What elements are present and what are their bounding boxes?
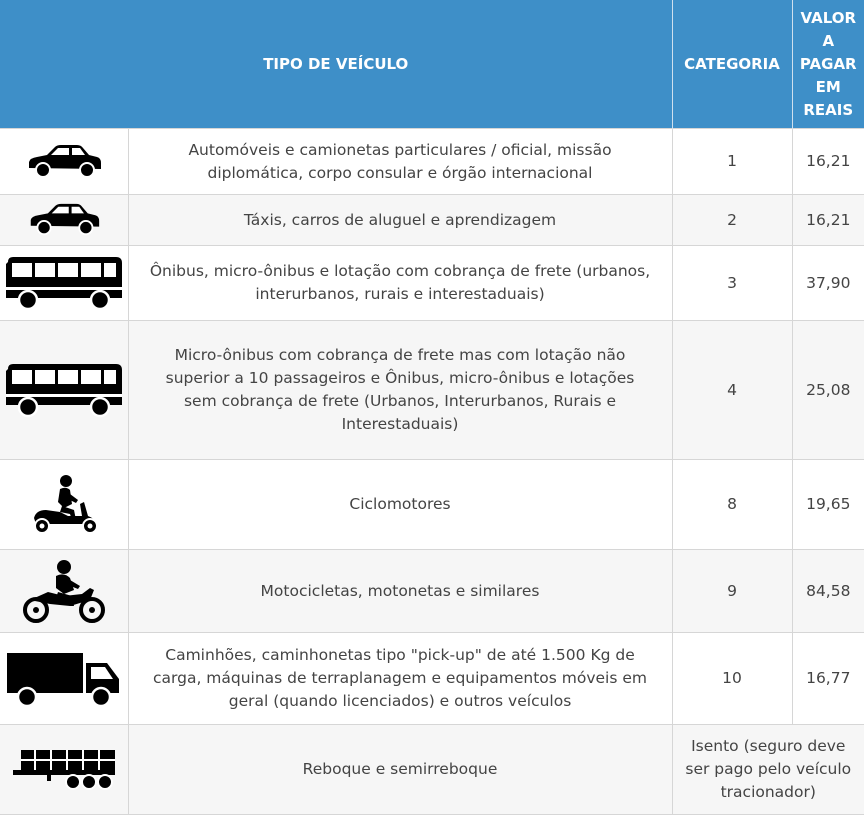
table-row [0, 460, 864, 550]
truck-icon [0, 649, 128, 709]
table-row [0, 321, 864, 460]
valor-cell: 16,77 [792, 633, 864, 725]
valor-cell [672, 725, 864, 815]
vehicle-icon-cell [0, 195, 128, 246]
valor-cell: 84,58 [792, 550, 864, 633]
header-valor-line: PAGAR [799, 54, 857, 73]
vehicle-description [128, 246, 672, 321]
valor-cell: 16,21 [792, 129, 864, 195]
vehicle-icon-cell [0, 633, 128, 725]
vehicle-description [128, 321, 672, 460]
table-row [0, 550, 864, 633]
vehicle-description [128, 550, 672, 633]
header-categoria: CATEGORIA [672, 0, 792, 129]
description-line: Interestaduais) [341, 415, 459, 433]
valor-line: tracionador) [720, 783, 816, 801]
valor-cell: 16,21 [792, 195, 864, 246]
vehicle-description [128, 460, 672, 550]
vehicle-icon-cell [0, 725, 128, 815]
car-icon [0, 142, 128, 182]
vehicle-icon-cell [0, 550, 128, 633]
categoria-cell: 1 [672, 129, 792, 195]
header-valor-line: VALOR [800, 8, 857, 27]
categoria-cell: 2 [672, 195, 792, 246]
header-valor-line: REAIS [803, 100, 854, 119]
categoria-cell: 9 [672, 550, 792, 633]
categoria-cell: 10 [672, 633, 792, 725]
table-row [0, 195, 864, 246]
motorcycle-icon [0, 558, 128, 624]
categoria-cell: 3 [672, 246, 792, 321]
table-row [0, 725, 864, 815]
bus-icon [0, 254, 128, 312]
description-line: diplomática, corpo consular e órgão internacional [207, 163, 593, 182]
table-row [0, 633, 864, 725]
description-line: Ciclomotores [349, 495, 451, 513]
header-valor-line: EM [815, 77, 841, 96]
description-line: carga, máquinas de terraplanagem e equipamentos móveis em [152, 669, 648, 687]
description-line: Táxis, carros de aluguel e aprendizagem [243, 210, 557, 229]
bus-icon [0, 361, 128, 419]
vehicle-icon-cell [0, 129, 128, 195]
header-valor [792, 0, 864, 129]
description-line: geral (quando licenciados) e outros veículos [228, 692, 572, 710]
vehicle-icon-cell [0, 460, 128, 550]
vehicle-icon-cell [0, 321, 128, 460]
vehicle-description [128, 633, 672, 725]
taxi-icon [0, 201, 128, 239]
categoria-cell: 4 [672, 321, 792, 460]
valor-line: Isento (seguro deve [691, 737, 846, 755]
description-line: Caminhões, caminhonetas tipo "pick-up" de até 1.500 Kg de [165, 646, 635, 664]
header-valor-line: A [822, 31, 835, 50]
scooter-icon [0, 472, 128, 538]
valor-cell: 19,65 [792, 460, 864, 550]
table-row [0, 129, 864, 195]
valor-cell: 37,90 [792, 246, 864, 321]
table-header-row [0, 0, 864, 129]
trailer-icon [0, 748, 128, 792]
description-line: interurbanos, rurais e interestaduais) [255, 285, 545, 303]
description-line: superior a 10 passageiros e Ônibus, micro-ônibus e lotações [165, 369, 635, 387]
valor-line: ser pago pelo veículo [685, 760, 852, 778]
description-line: Automóveis e camionetas particulares / oficial, missão [188, 140, 612, 159]
valor-cell: 25,08 [792, 321, 864, 460]
description-line: Ônibus, micro-ônibus e lotação com cobrança de frete (urbanos, [149, 262, 651, 280]
description-line: Micro-ônibus com cobrança de frete mas com lotação não [174, 346, 626, 364]
description-line: sem cobrança de frete (Urbanos, Interurbanos, Rurais e [183, 392, 617, 410]
vehicle-description [128, 129, 672, 195]
vehicle-description [128, 725, 672, 815]
description-line: Motocicletas, motonetas e similares [260, 581, 540, 600]
vehicle-icon-cell [0, 246, 128, 321]
categoria-cell: 8 [672, 460, 792, 550]
vehicle-description [128, 195, 672, 246]
header-tipo-de-veiculo: TIPO DE VEÍCULO [0, 0, 672, 129]
table-row [0, 246, 864, 321]
description-line: Reboque e semirreboque [302, 760, 498, 778]
